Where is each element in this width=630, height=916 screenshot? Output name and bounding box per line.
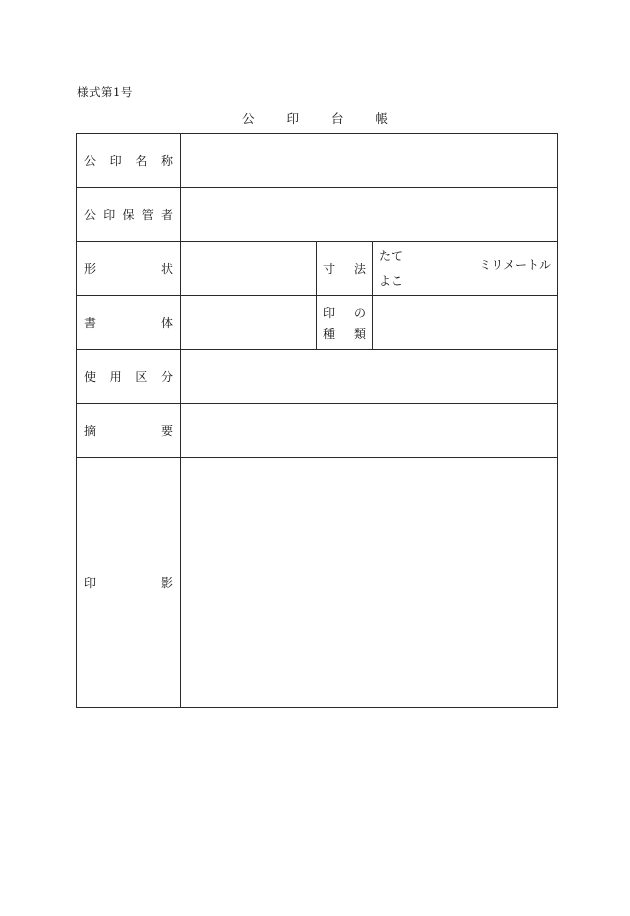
label-char: 使 [84,370,97,384]
label-char: 区 [135,370,148,384]
label-char: 印 [323,305,336,320]
width-label: よこ [379,274,404,288]
row-seal-name [77,134,558,188]
height-label: たて [379,249,404,263]
value-typeface[interactable] [181,296,317,350]
label-char: 用 [109,370,122,384]
label-char: 形 [84,262,97,276]
label-summary [77,404,181,458]
title-char: 印 [286,111,299,126]
label-char: 法 [353,262,366,276]
label-char: 分 [160,370,173,384]
label-char: 者 [160,208,173,222]
label-usage [77,350,181,404]
row-shape [77,242,558,296]
label-seal-keeper [77,188,181,242]
form-number: 様式第1号 [77,85,133,99]
label-dimensions [317,242,373,296]
label-seal-name [77,134,181,188]
label-shape [77,242,181,296]
value-summary[interactable] [181,404,558,458]
row-seal-keeper [77,188,558,242]
label-char: 書 [84,316,97,330]
label-char: 影 [160,576,173,590]
label-char: 公 [84,208,97,222]
row-summary [77,404,558,458]
value-seal-keeper[interactable] [181,188,558,242]
label-char: の [353,305,366,320]
title-char: 公 [241,111,255,126]
label-char: 摘 [84,424,97,438]
title-char: 台 [330,111,344,126]
value-dimensions[interactable] [373,242,558,296]
label-seal-type [317,296,373,350]
label-char: 名 [135,154,148,168]
value-impression[interactable] [181,458,558,708]
seal-ledger-table [76,133,558,708]
label-char: 公 [84,154,97,168]
label-char: 印 [103,208,116,222]
title-char: 帳 [375,111,388,126]
label-char: 寸 [323,262,336,276]
unit-label: ミリメートル [479,258,552,272]
row-usage [77,350,558,404]
width-line [379,273,551,289]
value-seal-type[interactable] [373,296,558,350]
value-shape[interactable] [181,242,317,296]
label-char: 管 [141,208,154,222]
height-line [379,248,552,272]
label-char: 印 [84,576,97,590]
document-title [0,109,630,127]
label-char: 称 [160,154,173,168]
label-char: 要 [160,424,173,438]
label-char: 種 [323,326,336,341]
label-char: 保 [122,208,135,222]
value-seal-name[interactable] [181,134,558,188]
row-impression [77,458,558,708]
label-impression [77,458,181,708]
label-char: 印 [109,154,122,168]
label-typeface [77,296,181,350]
row-typeface [77,296,558,350]
label-char: 状 [160,262,173,276]
value-usage[interactable] [181,350,558,404]
label-char: 類 [353,326,366,341]
label-char: 体 [160,316,173,330]
